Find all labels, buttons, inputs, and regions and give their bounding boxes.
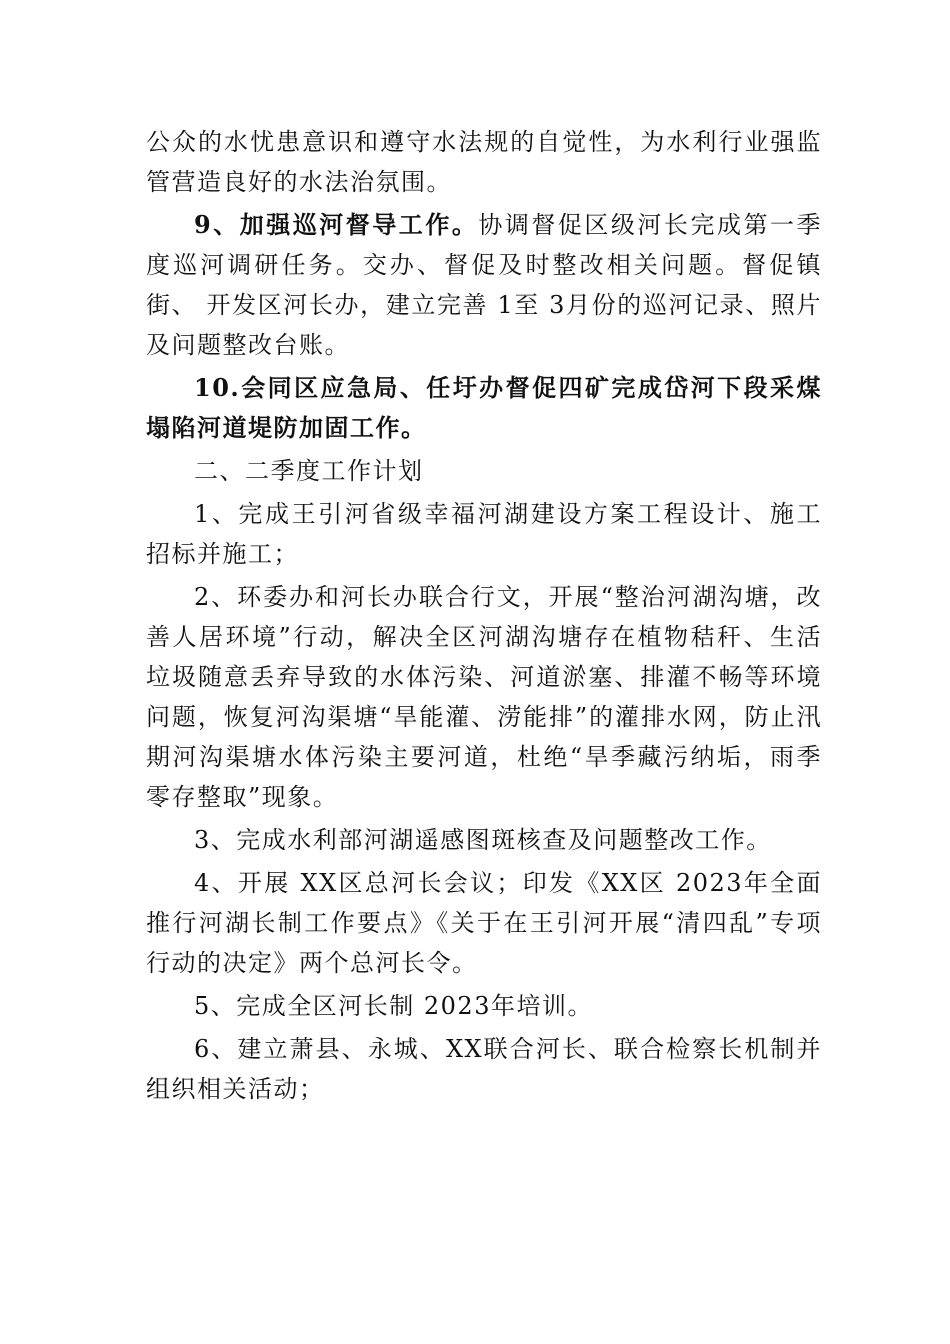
paragraph-item-10: [146, 368, 822, 448]
plan-item-3: [146, 820, 822, 860]
plan-item-1: [146, 494, 822, 574]
paragraph-text: 1、完成王引河省级幸福河湖建设方案工程设计、施工招标并施工；: [146, 500, 822, 568]
paragraph-text: 公众的水忧患意识和遵守水法规的自觉性，为水利行业强监管营造良好的水法治氛围。: [146, 128, 822, 196]
plan-item-2: [146, 577, 822, 817]
paragraph-text: 4、开展 XX区总河长会议；印发《XX区 2023年全面推行河湖长制工作要点》《关于在王引河开展“清四乱”专项行动的决定》两个总河长令。: [146, 869, 822, 977]
paragraph-text: 6、建立萧县、永城、XX联合河长、联合检察长机制并组织相关活动；: [146, 1035, 822, 1103]
plan-item-6: [146, 1029, 822, 1109]
plan-item-5: [146, 986, 822, 1026]
paragraph-text: 协调督促区级河长完成第一季度巡河调研任务。交办、督促及时整改相关问题。督促镇街、 开发区河长办，建立完善 1至 3月份的巡河记录、照片及问题整改台账。: [146, 211, 822, 359]
paragraph-heading: 9、加强巡河督导工作。: [194, 210, 479, 239]
paragraph-item-9: [146, 205, 822, 365]
paragraph-text: 2、环委办和河长办联合行文，开展“整治河湖沟塘，改善人居环境”行动，解决全区河湖沟塘存在植物秸秆、生活垃圾随意丢弃导致的水体污染、河道淤塞、排灌不畅等环境问题，恢复河沟渠塘“旱能灌、涝能排”的灌排水网，防止汛期河沟渠塘水体污染主要河道，杜绝“旱季藏污纳垢，雨季零存整取”现象。: [146, 583, 822, 811]
paragraph-continuation: [146, 122, 822, 202]
paragraph-heading: 10.会同区应急局、任圩办督促四矿完成岱河下段采煤塌陷河道堤防加固工作。: [146, 373, 822, 442]
paragraph-text: 3、完成水利部河湖遥感图斑核查及问题整改工作。: [194, 826, 772, 854]
section-heading-text: 二、二季度工作计划: [194, 457, 424, 485]
plan-item-4: [146, 863, 822, 983]
paragraph-text: 5、完成全区河长制 2023年培训。: [194, 992, 593, 1020]
section-heading: [146, 451, 822, 491]
document-body: [146, 122, 822, 1109]
